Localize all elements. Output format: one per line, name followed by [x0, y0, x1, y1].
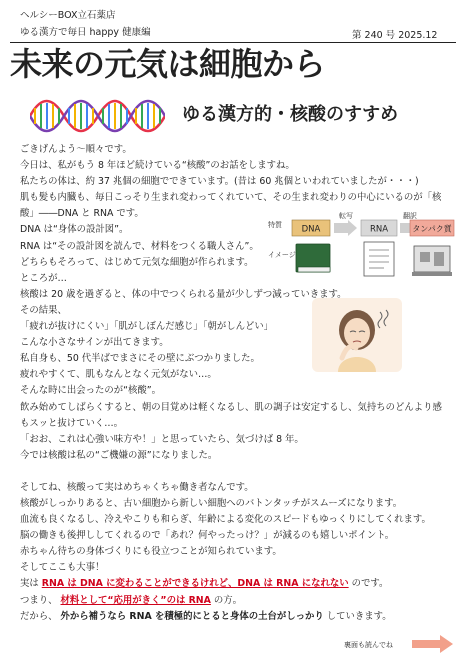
page-title: 未来の元気は細胞から — [10, 45, 326, 83]
body-line: 「疲れが抜けにくい」「肌がしぼんだ感じ」「朝がしんどい」 — [20, 321, 274, 333]
body-line: ごきげんよう～順々です。 — [20, 144, 132, 155]
store-name: ヘルシーBOX立石薬店 — [20, 10, 116, 21]
series-name: ゆる漢方で毎日 happy 健康編 — [20, 27, 151, 38]
dna-box-label: DNA — [301, 224, 321, 235]
rna-box-label: RNA — [369, 224, 389, 235]
header-rule — [10, 42, 456, 43]
body-line: 私たちの体は、約 37 兆個の細胞でできています。(昔は 60 兆個といわれていましたが・・・) — [20, 176, 419, 188]
body-line: 今日は、私がもう 8 年ほど続けている“核酸”のお話をしますね。 — [20, 160, 295, 172]
page-subtitle: ゆる漢方的・核酸のすすめ — [182, 104, 399, 125]
emph2-post: の方。 — [213, 594, 243, 606]
body-line — [20, 464, 450, 480]
emphasis-line-2 — [20, 593, 450, 609]
body-line: RNA は“その設計図を読んで、材料をつくる職人さん”。 — [20, 240, 259, 252]
arrow-right-icon — [412, 634, 454, 654]
article-body — [20, 142, 450, 625]
emph2-pre: つまり、 — [20, 594, 58, 606]
body-line: 血流も良くなるし、冷えやこりも和らぎ、年齢による変化のスピードもゆっくりにしてくれます。 — [20, 514, 431, 526]
diagram-label-image: イメージ — [268, 251, 296, 259]
diagram-label-transcribe: 転写 — [339, 212, 353, 220]
dna-helix-icon — [30, 96, 165, 136]
body-line: 核酸は 20 歳を過ぎると、体の中でつくられる量が少しずつ減っていきます。 — [20, 288, 347, 300]
body-line: そんな時に出会ったのが“核酸”。 — [20, 385, 161, 397]
protein-box-label: タンパク質 — [412, 224, 452, 234]
body-line: そしてここも大事！ — [20, 562, 105, 574]
next-page-label: 裏面も読んでね — [344, 641, 393, 649]
emph3-post: していきます。 — [326, 610, 392, 622]
body-line: 疲れやすくて、肌もなんとなく元気がない…。 — [20, 369, 217, 381]
diagram-label-blueprint: 特質 — [268, 221, 282, 229]
emph3-pre: だから、 — [20, 610, 58, 622]
body-line: 今では核酸は私の“ご機嫌の源”になりました。 — [20, 449, 218, 461]
emph1-red: RNA は DNA に変わることができるけれど、DNA は RNA になれない — [41, 578, 349, 590]
body-line: 私自身も、50 代半ばでまさにその壁にぶつかりました。 — [20, 353, 260, 365]
body-line: 赤ちゃん待ちの身体づくりにも役立つことが知られています。 — [20, 546, 282, 558]
emph3-bold: 外から補うなら RNA を積極的にとると身体の土台がしっかり — [60, 610, 324, 622]
issue-info: 第 240 号 2025.12 — [352, 30, 438, 41]
diagram-label-translate: 翻訳 — [403, 212, 417, 220]
emph2-red: 材料として“応用がきく”のは RNA — [60, 594, 211, 606]
emphasis-line-1 — [20, 576, 450, 592]
body-line: 肌も髪も内臓も、毎日こっそり生まれ変わってくれていて、その生まれ変わりの中心にいるのが「核酸」――DNA と RNA です。 — [20, 192, 442, 220]
body-line: こんな小さなサインが出てきます。 — [20, 337, 169, 349]
body-line: 脳の働きも後押ししてくれるので「あれ？何やったっけ？」が減るのも嬉しいポイント。 — [20, 530, 395, 542]
body-line: 飲み始めてしばらくすると、朝の目覚めは軽くなるし、肌の調子は安定するし、気持ちのどんより感もスッと抜けていく…。 — [20, 401, 442, 429]
body-line: ところが… — [20, 272, 67, 284]
body-line: その結果、 — [20, 304, 67, 316]
emphasis-line-3 — [20, 609, 450, 625]
body-line: 核酸がしっかりあると、古い細胞から新しい細胞へのバトンタッチがスムーズになります。 — [20, 497, 403, 509]
body-line: どちらもそろって、はじめて元気な細胞が作られます。 — [20, 256, 254, 268]
emph1-post: のです。 — [351, 578, 389, 590]
emph1-pre: 実は — [20, 578, 39, 590]
body-line: 「おお、これは心強い味方や！」と思っていたら、気づけば 8 年。 — [20, 433, 304, 445]
body-line: DNA は“身体の設計図”。 — [20, 224, 129, 236]
body-line: そしてね、核酸って実はめちゃくちゃ働き者なんです。 — [20, 481, 254, 493]
